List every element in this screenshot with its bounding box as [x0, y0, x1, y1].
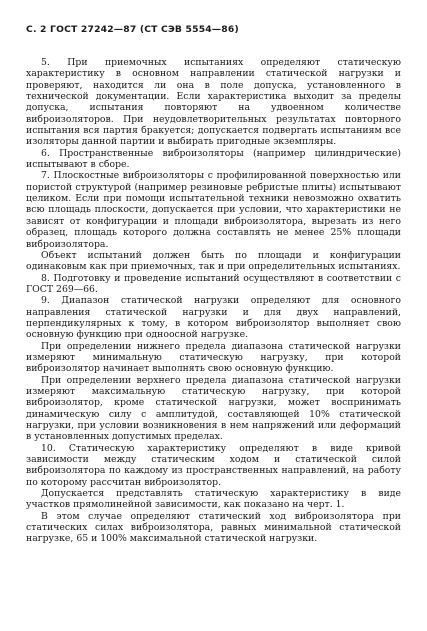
standard-designation: ГОСТ 27242—87 (СТ СЭВ 5554—86) — [50, 24, 239, 35]
paragraph-8: 8. Подготовку и проведение испытаний осуществляют в соответствии с ГОСТ 269—66. — [26, 272, 401, 295]
paragraph-7-note: Объект испытаний должен быть по площади и конфигурации одинаковым как при приемочных, так и при определительных испытаниях. — [26, 249, 401, 273]
page-number: С. 2 — [26, 24, 47, 35]
paragraph-6: 6. Пространственные виброизоляторы (например цилиндрические) испытывают в сборе. — [26, 147, 401, 171]
paragraph-9-upper-limit: При определении верхнего предела диапазона статической нагрузки измеряют максимальную статическую нагрузку, при которой виброизолятор, кроме статической нагрузки, может воспринимать динамическую силу с амплитудой, составляющей 10% статической нагрузки, при условии возникновения в нем напряжений или деформаций в установленных допустимых пределах. — [26, 374, 401, 443]
paragraph-10: 10. Статическую характеристику определяют в виде кривой зависимости между статическим ходом и статической силой виброизолятора по каждому из пространственных направлений, на работу по которому рассчитан виброизолятор. — [26, 442, 401, 488]
paragraph-7: 7. Плоскостные виброизоляторы с профилированной поверхностью или пористой структурой (например резиновые ребристые плиты) испытывают целиком. Если при помощи испытательной техники невозможно охватить всю площадь плоскости, допускается при условии, что характеристики не зависят от конфигурации и площади виброизолятора, вырезать из него образец, площадь которого должна составлять не менее 25% площади виброизолятора. — [26, 170, 401, 250]
paragraph-9-lower-limit: При определении нижнего предела диапазона статической нагрузки измеряют минимальную статическую нагрузку, при которой виброизолятор начинает выполнять свою основную функцию. — [26, 340, 401, 375]
paragraph-10-case: В этом случае определяют статический ход виброизолятора при статических силах виброизолятора, равных минимальной статической нагрузке, 65 и 100% максимальной статической нагрузки. — [26, 510, 401, 545]
paragraph-5: 5. При приемочных испытаниях определяют статическую характеристику в основном направлении статической нагрузки и проверяют, находится ли она в поле допуска, установленного в технической документации. Если характеристика выходит за пределы допуска, испытания повторяют на удвоенном количестве виброизоляторов. При неудовлетворительных результатах повторного испытания вся партия бракуется; допускается подвергать испытаниям все изоляторы данной партии и выбирать пригодные экземпляры. — [26, 57, 401, 148]
body-text — [26, 57, 401, 545]
paragraph-9: 9. Диапазон статической нагрузки определяют для основного направления статической нагрузки и для двух направлений, перпендикулярных к тому, в котором виброизолятор выполняет свою основную функцию при одноосной нагрузке. — [26, 295, 401, 341]
paragraph-10-allowance: Допускается представлять статическую характеристику в виде участков прямолинейной зависимости, как показано на черт. 1. — [26, 488, 401, 511]
page-header — [26, 24, 401, 35]
